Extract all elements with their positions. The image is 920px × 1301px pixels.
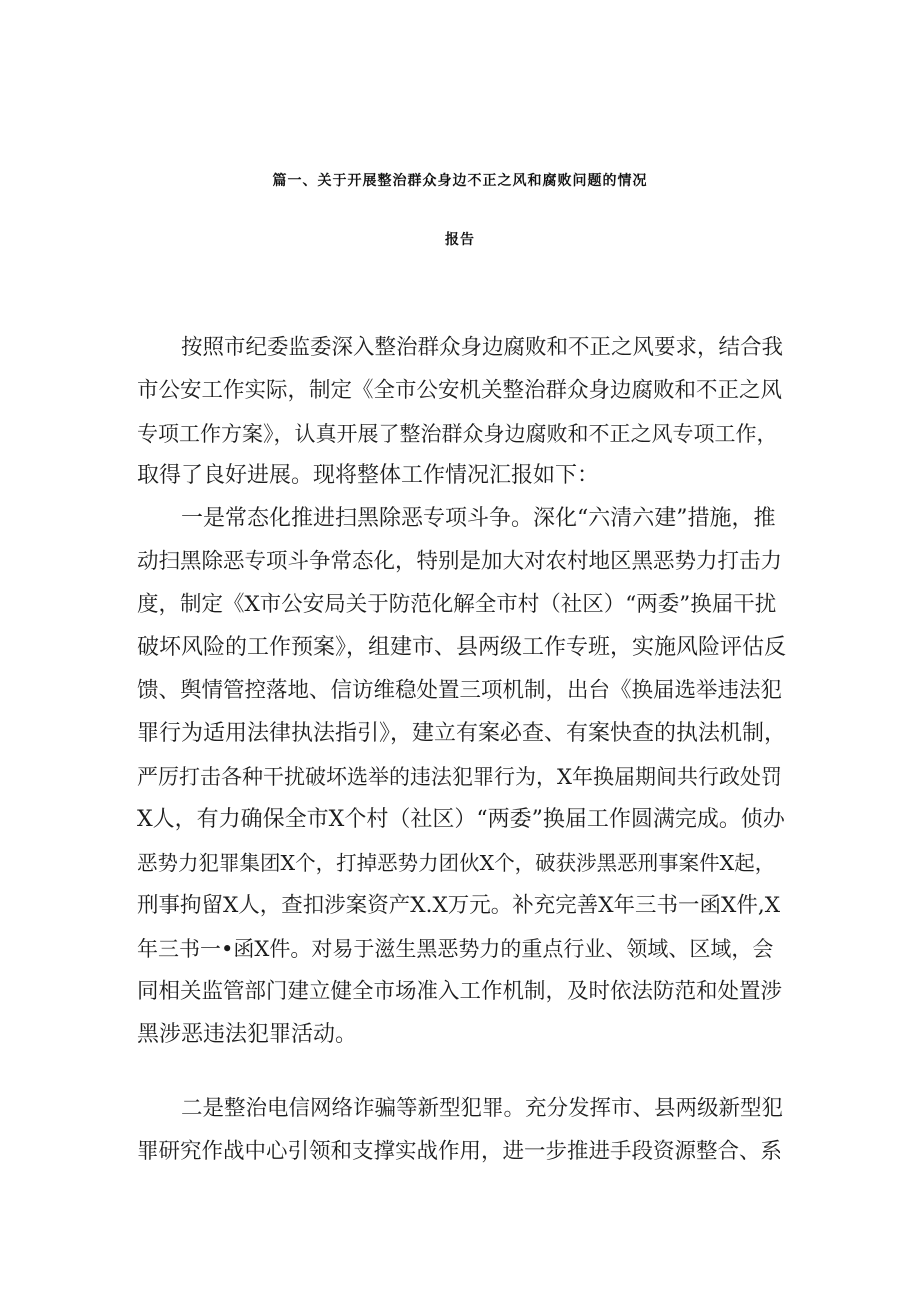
paragraph-2-line-5: 馈、舆情管控落地、信访维稳处置三项机制，出台《换届选举违法犯 bbox=[137, 678, 783, 703]
paragraph-2-line-6: 罪行为适用法律执法指引》，建立有案必查、有案快查的执法机制， bbox=[137, 721, 787, 746]
document-title-line-1: 篇一、关于开展整治群众身边不正之风和腐败问题的情况 bbox=[272, 173, 648, 189]
document-title-line-2: 报告 bbox=[445, 232, 475, 248]
paragraph-1-line-3: 专项工作方案》，认真开展了整治群众身边腐败和不正之风专项工作， bbox=[137, 422, 778, 446]
paragraph-3-line-1: 二是整治电信网络诈骗等新型犯罪。充分发挥市、县两级新型犯 bbox=[181, 1096, 784, 1121]
paragraph-2-line-1: 一是常态化推进扫黑除恶专项斗争。深化“六清六建”措施，推 bbox=[181, 506, 776, 531]
paragraph-2-line-4: 破坏风险的工作预案》，组建市、县两级工作专班，实施风险评估反 bbox=[137, 635, 787, 660]
paragraph-2-line-11: 年三书一•函X件。对易于滋生黑恶势力的重点行业、领域、区域，会 bbox=[137, 937, 774, 961]
paragraph-2-line-7: 严厉打击各种干扰破坏选举的违法犯罪行为，X年换届期间共行政处罚 bbox=[137, 765, 782, 789]
paragraph-3-line-2: 罪研究作战中心引领和支撑实战作用，进一步推进手段资源整合、系 bbox=[137, 1139, 783, 1164]
paragraph-1-line-2: 市公安工作实际，制定《全市公安机关整治群众身边腐败和不正之风 bbox=[137, 378, 783, 403]
paragraph-2-line-10: 刑事拘留X人，查扣涉案资产X.X万元。补充完善X年三书一函X件,X bbox=[137, 893, 781, 918]
paragraph-2-line-3: 度，制定《X市公安局关于防范化解全市村（社区）“两委”换届干扰 bbox=[137, 592, 777, 617]
paragraph-2-line-13: 黑涉恶违法犯罪活动。 bbox=[137, 1022, 358, 1047]
paragraph-2-line-8: X人，有力确保全市X个村（社区）“两委”换届工作圆满完成。侦办 bbox=[137, 807, 785, 832]
paragraph-1-line-1: 按照市纪委监委深入整治群众身边腐败和不正之风要求，结合我 bbox=[181, 335, 784, 360]
paragraph-2-line-2: 动扫黑除恶专项斗争常态化，特别是加大对农村地区黑恶势力打击力 bbox=[137, 549, 783, 574]
paragraph-2-line-12: 同相关监管部门建立健全市场准入工作机制，及时依法防范和处置涉 bbox=[137, 979, 783, 1004]
paragraph-1-line-4: 取得了良好进展。现将整体工作情况汇报如下： bbox=[137, 463, 600, 488]
paragraph-2-line-9: 恶势力犯罪集团X个，打掉恶势力团伙X个，破获涉黑恶刑事案件X起， bbox=[137, 851, 776, 875]
